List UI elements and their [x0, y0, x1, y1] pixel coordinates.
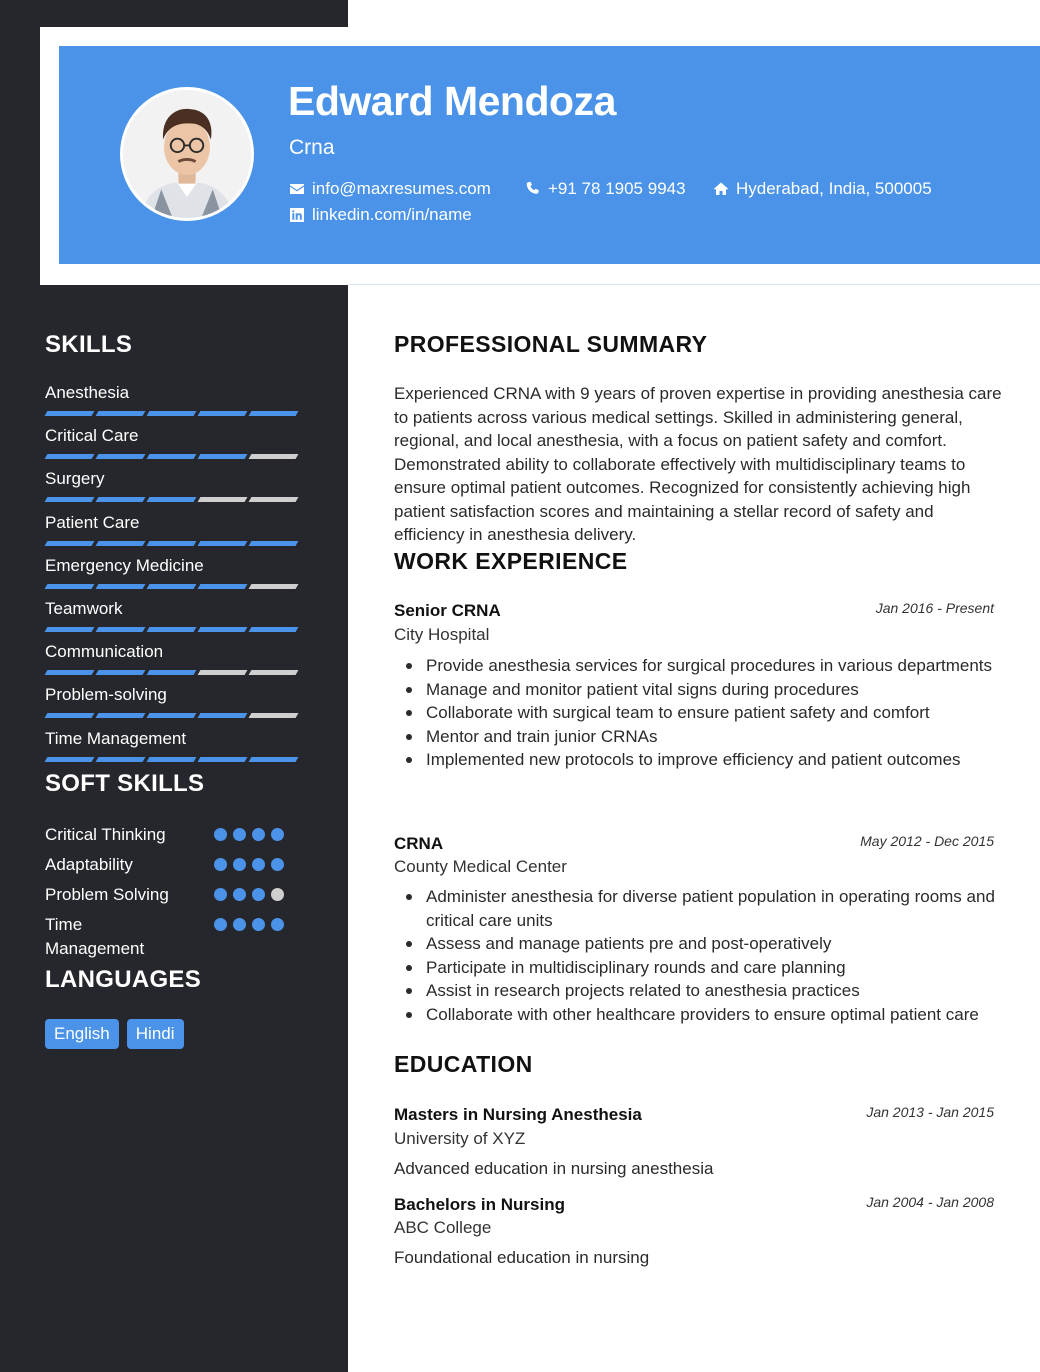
skill-level-segment	[198, 454, 248, 459]
candidate-name: Edward Mendoza	[288, 78, 616, 124]
skill-level-segment	[198, 541, 248, 546]
skill-level-segment	[96, 541, 146, 546]
job-bullet: Implemented new protocols to improve efficiency and patient outcomes	[426, 748, 1008, 772]
education-date: Jan 2004 - Jan 2008	[866, 1194, 994, 1210]
job-bullets	[426, 885, 1008, 1026]
linkedin-icon	[289, 207, 305, 223]
rating-dot	[214, 828, 227, 841]
skill-name: Anesthesia	[45, 383, 130, 402]
skill-level-segment	[249, 670, 299, 675]
rating-dot	[271, 858, 284, 871]
rating-dot	[214, 888, 227, 901]
skill-level-segment	[249, 541, 299, 546]
job-title: Senior CRNA	[394, 601, 501, 620]
skill-level-segment	[45, 541, 95, 546]
rating-dot	[252, 888, 265, 901]
skill-level-segment	[45, 670, 95, 675]
skill-level-segment	[45, 497, 95, 502]
skill-level-bar	[46, 757, 297, 762]
skill-level-bar	[46, 670, 297, 675]
contact-email[interactable]	[289, 179, 491, 199]
envelope-icon	[289, 181, 305, 197]
skill-level-segment	[249, 584, 299, 589]
skill-level-segment	[147, 454, 197, 459]
soft-skill-rating	[214, 858, 284, 871]
candidate-title: Crna	[289, 136, 335, 159]
skill-level-segment	[147, 497, 197, 502]
skill-level-segment	[249, 411, 299, 416]
soft-skill-rating	[214, 828, 284, 841]
skill-name: Emergency Medicine	[45, 556, 204, 575]
job-date: Jan 2016 - Present	[875, 600, 994, 616]
skill-level-bar	[46, 584, 297, 589]
linkedin-text: linkedin.com/in/name	[312, 205, 472, 224]
job-organization: County Medical Center	[394, 857, 567, 876]
skill-level-segment	[147, 757, 197, 762]
job-bullet: Mentor and train junior CRNAs	[426, 725, 1008, 749]
skill-level-segment	[96, 411, 146, 416]
skill-level-segment	[96, 670, 146, 675]
skill-level-bar	[46, 454, 297, 459]
phone-icon	[525, 181, 541, 197]
education-date: Jan 2013 - Jan 2015	[866, 1104, 994, 1120]
rating-dot	[271, 918, 284, 931]
soft-skill-rating	[214, 888, 284, 901]
skill-level-bar	[46, 713, 297, 718]
contact-phone[interactable]	[525, 179, 686, 199]
job-bullet: Collaborate with other healthcare providers to ensure optimal patient care	[426, 1003, 1008, 1027]
skill-level-segment	[96, 497, 146, 502]
skill-level-segment	[249, 497, 299, 502]
skill-level-segment	[198, 627, 248, 632]
job-bullet: Collaborate with surgical team to ensure patient safety and comfort	[426, 701, 1008, 725]
skill-level-segment	[249, 454, 299, 459]
skill-level-segment	[45, 713, 95, 718]
skill-name: Problem-solving	[45, 685, 167, 704]
soft-skill-name: Time Management	[45, 915, 145, 958]
profile-photo	[120, 87, 254, 221]
soft-skill-name: Adaptability	[45, 855, 133, 874]
rating-dot	[233, 828, 246, 841]
skill-level-segment	[96, 713, 146, 718]
header-divider	[348, 284, 1040, 285]
soft-skill-name: Problem Solving	[45, 885, 169, 904]
degree-title: Masters in Nursing Anesthesia	[394, 1105, 642, 1124]
job-bullet: Provide anesthesia services for surgical procedures in various departments	[426, 654, 1008, 678]
job-bullet: Administer anesthesia for diverse patient population in operating rooms and critical care units	[426, 885, 1008, 932]
skill-level-segment	[96, 584, 146, 589]
skill-level-segment	[249, 713, 299, 718]
school-name: University of XYZ	[394, 1129, 526, 1148]
skills-heading: SKILLS	[45, 331, 133, 358]
job-bullet: Assist in research projects related to anesthesia practices	[426, 979, 1008, 1003]
summary-heading: PROFESSIONAL SUMMARY	[394, 331, 708, 357]
location-text: Hyderabad, India, 500005	[736, 179, 932, 198]
job-bullet: Manage and monitor patient vital signs during procedures	[426, 678, 1008, 702]
job-bullets	[426, 654, 1008, 772]
education-description: Foundational education in nursing	[394, 1248, 650, 1267]
rating-dot	[252, 918, 265, 931]
home-icon	[713, 181, 729, 197]
skill-level-segment	[198, 757, 248, 762]
degree-title: Bachelors in Nursing	[394, 1195, 565, 1214]
skill-level-segment	[147, 411, 197, 416]
skill-name: Communication	[45, 642, 164, 661]
job-title: CRNA	[394, 834, 444, 853]
skill-level-bar	[46, 411, 297, 416]
language-badge: English	[45, 1019, 119, 1049]
skill-level-segment	[198, 411, 248, 416]
phone-text: +91 78 1905 9943	[548, 179, 686, 198]
skill-name: Time Management	[45, 729, 187, 748]
education-heading: EDUCATION	[394, 1051, 533, 1077]
skill-name: Teamwork	[45, 599, 123, 618]
skill-level-bar	[46, 627, 297, 632]
skill-level-segment	[249, 757, 299, 762]
job-organization: City Hospital	[394, 625, 490, 644]
skill-level-segment	[198, 670, 248, 675]
skill-name: Surgery	[45, 469, 105, 488]
job-bullet: Participate in multidisciplinary rounds and care planning	[426, 956, 1008, 980]
skill-level-segment	[147, 541, 197, 546]
skill-level-bar	[46, 541, 297, 546]
skill-level-segment	[147, 627, 197, 632]
rating-dot	[252, 828, 265, 841]
school-name: ABC College	[394, 1218, 492, 1237]
contact-location	[713, 179, 932, 199]
skill-level-segment	[198, 497, 248, 502]
skill-level-segment	[96, 454, 146, 459]
skill-level-segment	[147, 713, 197, 718]
skill-name: Critical Care	[45, 426, 139, 445]
summary-text: Experienced CRNA with 9 years of proven expertise in providing anesthesia care to patients across various medical settings. Skilled in administering general, regional, and local anesthesia, with a focus on patient safety and comfort. Demonstrated ability to collaborate effectively with multidisciplinary teams to ensure optimal patient outcomes. Recognized for consistently achieving high patient satisfaction scores and maintaining a stellar record of safety and efficiency in anesthesia delivery.	[394, 384, 1002, 544]
languages-heading: LANGUAGES	[45, 966, 202, 993]
skill-level-segment	[45, 411, 95, 416]
skill-level-segment	[96, 627, 146, 632]
education-description: Advanced education in nursing anesthesia	[394, 1159, 714, 1178]
skill-level-segment	[96, 757, 146, 762]
job-bullet: Assess and manage patients pre and post-operatively	[426, 932, 1008, 956]
skill-name: Patient Care	[45, 513, 140, 532]
soft-skill-name: Critical Thinking	[45, 825, 166, 844]
skill-level-segment	[249, 627, 299, 632]
rating-dot	[271, 888, 284, 901]
rating-dot	[233, 918, 246, 931]
skill-level-segment	[45, 627, 95, 632]
rating-dot	[252, 858, 265, 871]
contact-linkedin[interactable]	[289, 205, 472, 225]
skill-level-segment	[147, 584, 197, 589]
email-text: info@maxresumes.com	[312, 179, 491, 198]
skill-level-segment	[45, 757, 95, 762]
rating-dot	[233, 858, 246, 871]
rating-dot	[214, 858, 227, 871]
rating-dot	[233, 888, 246, 901]
skill-level-segment	[147, 670, 197, 675]
skill-level-bar	[46, 497, 297, 502]
job-date: May 2012 - Dec 2015	[860, 833, 994, 849]
experience-heading: WORK EXPERIENCE	[394, 548, 628, 574]
language-badge: Hindi	[127, 1019, 184, 1049]
skill-level-segment	[198, 584, 248, 589]
soft-skill-rating	[214, 918, 284, 931]
skill-level-segment	[45, 454, 95, 459]
languages-list	[45, 1019, 184, 1049]
profile-photo-illustration	[123, 90, 251, 218]
skill-level-segment	[45, 584, 95, 589]
soft-skills-heading: SOFT SKILLS	[45, 770, 205, 797]
rating-dot	[214, 918, 227, 931]
rating-dot	[271, 828, 284, 841]
skill-level-segment	[198, 713, 248, 718]
